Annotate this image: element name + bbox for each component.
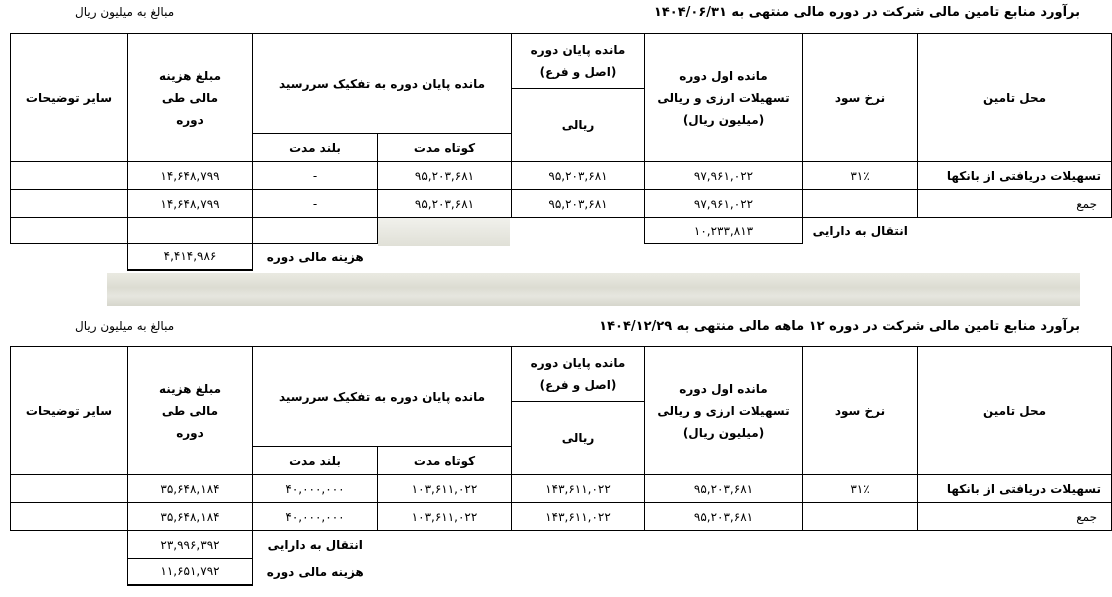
table-row-total bbox=[11, 503, 1112, 531]
table2-title-row bbox=[0, 319, 1090, 339]
row-closing-rial: ۹۵,۲۰۳,۶۸۱ bbox=[512, 162, 645, 190]
row-opening: ۹۵,۲۰۳,۶۸۱ bbox=[645, 503, 803, 531]
table2-period-cost-label: هزینه مالی دوره bbox=[266, 564, 364, 579]
header-opening-balance: مانده اول دوره تسهیلات ارزی و ریالی (میلیون ریال) bbox=[645, 34, 803, 162]
table2-transfer-label: انتقال به دارایی bbox=[267, 537, 363, 552]
row-long-term: ۴۰,۰۰۰,۰۰۰ bbox=[253, 475, 378, 503]
row-long-term: - bbox=[253, 162, 378, 190]
header-opening-balance: مانده اول دوره تسهیلات ارزی و ریالی (میلیون ریال) bbox=[645, 347, 803, 475]
row-finance-cost: ۱۴,۶۴۸,۷۹۹ bbox=[128, 190, 253, 218]
row-short-term: ۹۵,۲۰۳,۶۸۱ bbox=[378, 162, 512, 190]
table2-transfer-value: ۲۳,۹۹۶,۳۹۲ bbox=[128, 531, 253, 559]
table2-title: برآورد منابع تامین مالی شرکت در دوره ۱۲ ماهه مالی منتهی به ۱۴۰۴/۱۲/۲۹ bbox=[599, 319, 1080, 334]
row-closing-rial: ۹۵,۲۰۳,۶۸۱ bbox=[512, 190, 645, 218]
table1-title: برآورد منابع تامین مالی شرکت در دوره مالی منتهی به ۱۴۰۴/۰۶/۳۱ bbox=[653, 5, 1080, 20]
row-rate bbox=[803, 503, 918, 531]
row-short-term: ۹۵,۲۰۳,۶۸۱ bbox=[378, 190, 512, 218]
row-finance-cost: ۳۵,۶۴۸,۱۸۴ bbox=[128, 503, 253, 531]
header-maturity-breakdown: مانده پایان دوره به تفکیک سررسید bbox=[253, 347, 512, 447]
row-source: تسهیلات دریافتی از بانکها bbox=[918, 475, 1112, 503]
header-other-notes: سایر توضیحات bbox=[11, 34, 128, 162]
row-rate bbox=[803, 190, 918, 218]
header-maturity-breakdown: مانده پایان دوره به تفکیک سررسید bbox=[253, 34, 512, 134]
row-source: جمع bbox=[918, 190, 1112, 218]
table1-transfer-value: ۱۰,۲۳۳,۸۱۳ bbox=[645, 218, 803, 244]
header-short-term: کوتاه مدت bbox=[378, 134, 512, 162]
row-closing-rial: ۱۴۳,۶۱۱,۰۲۲ bbox=[512, 475, 645, 503]
row-notes bbox=[11, 190, 128, 218]
table2-financing-table bbox=[10, 346, 1112, 586]
row-notes bbox=[11, 162, 128, 190]
row-opening: ۹۷,۹۶۱,۰۲۲ bbox=[645, 190, 803, 218]
header-long-term: بلند مدت bbox=[253, 134, 378, 162]
header-closing-balance: مانده پایان دوره (اصل و فرع) bbox=[512, 347, 645, 402]
row-opening: ۹۷,۹۶۱,۰۲۲ bbox=[645, 162, 803, 190]
header-other-notes: سایر توضیحات bbox=[11, 347, 128, 475]
table1-unit-note: مبالغ به میلیون ریال bbox=[75, 5, 175, 19]
row-source: تسهیلات دریافتی از بانکها bbox=[918, 162, 1112, 190]
header-long-term: بلند مدت bbox=[253, 447, 378, 475]
table-row bbox=[11, 475, 1112, 503]
table2-period-cost-value: ۱۱,۶۵۱,۷۹۲ bbox=[128, 559, 253, 585]
header-finance-cost: مبلغ هزینه مالی طی دوره bbox=[128, 347, 253, 475]
table1-period-cost-value: ۴,۴۱۴,۹۸۶ bbox=[128, 244, 253, 270]
header-finance-cost: مبلغ هزینه مالی طی دوره bbox=[128, 34, 253, 162]
row-short-term: ۱۰۳,۶۱۱,۰۲۲ bbox=[378, 503, 512, 531]
header-closing-balance: مانده پایان دوره (اصل و فرع) bbox=[512, 34, 645, 89]
header-source: محل تامین bbox=[918, 347, 1112, 475]
header-short-term: کوتاه مدت bbox=[378, 447, 512, 475]
table1-transfer-label: انتقال به دارایی bbox=[812, 223, 908, 238]
table-row-total bbox=[11, 190, 1112, 218]
row-notes bbox=[11, 475, 128, 503]
row-finance-cost: ۱۴,۶۴۸,۷۹۹ bbox=[128, 162, 253, 190]
table-row bbox=[11, 162, 1112, 190]
row-finance-cost: ۳۵,۶۴۸,۱۸۴ bbox=[128, 475, 253, 503]
row-notes bbox=[11, 503, 128, 531]
table1-financing-table bbox=[10, 33, 1112, 271]
table2-unit-note: مبالغ به میلیون ریال bbox=[75, 319, 175, 333]
row-rate: ۳۱٪ bbox=[803, 162, 918, 190]
row-opening: ۹۵,۲۰۳,۶۸۱ bbox=[645, 475, 803, 503]
header-closing-rial: ریالی bbox=[512, 402, 645, 475]
header-closing-rial: ریالی bbox=[512, 89, 645, 162]
table1-title-row bbox=[0, 5, 1090, 25]
row-source: جمع bbox=[918, 503, 1112, 531]
row-short-term: ۱۰۳,۶۱۱,۰۲۲ bbox=[378, 475, 512, 503]
header-rate: نرخ سود bbox=[803, 34, 918, 162]
header-source: محل تامین bbox=[918, 34, 1112, 162]
row-long-term: - bbox=[253, 190, 378, 218]
table1-period-cost-label: هزینه مالی دوره bbox=[266, 249, 364, 264]
row-rate: ۳۱٪ bbox=[803, 475, 918, 503]
row-long-term: ۴۰,۰۰۰,۰۰۰ bbox=[253, 503, 378, 531]
header-rate: نرخ سود bbox=[803, 347, 918, 475]
background-photo-strip bbox=[107, 273, 1080, 306]
row-closing-rial: ۱۴۳,۶۱۱,۰۲۲ bbox=[512, 503, 645, 531]
